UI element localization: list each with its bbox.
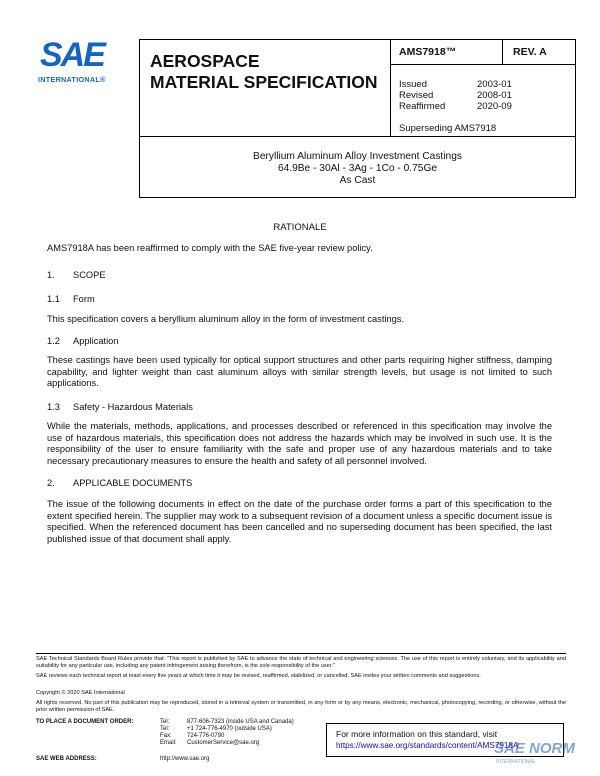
section-1-1-text: This specification covers a beryllium aluminum alloy in the form of investment castings. bbox=[47, 314, 405, 324]
contact-fax-label: Fax: bbox=[160, 733, 172, 739]
footer-review-text: SAE reviews each technical report at least every five years at which time it may be revised, reaffirmed, stabilized, or cancelled. SAE invites your written comments and suggestions. bbox=[36, 673, 481, 679]
footer-copyright: Copyright © 2020 SAE International bbox=[36, 690, 125, 696]
contact-fax: 724-776-0790 bbox=[187, 733, 225, 739]
doc-number-box bbox=[390, 39, 503, 65]
section-1-3-heading: 1.3 Safety - Hazardous Materials bbox=[47, 402, 193, 412]
subject-line-3: As Cast bbox=[339, 175, 376, 186]
contact-email: CustomerService@sae.org bbox=[187, 740, 260, 746]
doc-number: AMS7918™ bbox=[399, 46, 457, 58]
spec-title: AEROSPACE MATERIAL SPECIFICATION bbox=[150, 51, 378, 92]
sae-logo bbox=[38, 36, 130, 96]
footer-divider bbox=[36, 653, 566, 654]
footer-rules-text: SAE Technical Standards Board Rules provide that: "This report is published by SAE to advance the state of technical and engineering sciences. The use of this report is entirely voluntary, and its applicability and suitability for any particular use, including any patent infringement arising therefrom, is the sole responsibility of the user." bbox=[36, 656, 566, 669]
contact-tel-2-label: Tel: bbox=[160, 726, 170, 732]
subject-box bbox=[139, 136, 576, 198]
revision-box bbox=[502, 39, 576, 65]
rationale-text: AMS7918A has been reaffirmed to comply with the SAE five-year review policy. bbox=[47, 243, 373, 253]
order-label: TO PLACE A DOCUMENT ORDER: bbox=[36, 719, 134, 725]
superseding-note: Superseding AMS7918 bbox=[399, 123, 497, 134]
revision: REV. A bbox=[513, 46, 547, 58]
web-label: SAE WEB ADDRESS: bbox=[36, 756, 97, 762]
subject-line-2: 64.9Be - 30Al - 3Ag - 1Co - 0.75Ge bbox=[277, 163, 438, 174]
logo-mark: SAE bbox=[40, 36, 104, 74]
section-1-3-text: While the materials, methods, applications, and processes described or referenced in this specification may involve the use of hazardous materials, this specification does not address the hazards which may be involved in such use. It is the responsibility of the user to ensure familiarity with the safe and proper use of any hazardous materials and to take necessary precautionary measures to ensure the health and safety of all personnel involved. bbox=[47, 421, 552, 466]
section-1-2-text: These castings have been used typically for optical support structures and other parts requiring higher stiffness, damping capability, and lighter weight than cast aluminum alloys with similar strength levels, but usage is not limited to such applications. bbox=[47, 355, 552, 389]
section-1-heading: 1. SCOPE bbox=[47, 270, 106, 280]
section-1-2-heading: 1.2 Application bbox=[47, 336, 119, 346]
watermark-logo: SAE NORM INTERNATIONAL bbox=[494, 740, 575, 765]
section-1-1-heading: 1.1 Form bbox=[47, 294, 95, 304]
contact-tel-1-label: Tel: bbox=[160, 719, 170, 725]
spec-title-box bbox=[139, 39, 391, 137]
section-2-heading: 2. APPLICABLE DOCUMENTS bbox=[47, 478, 193, 488]
contact-tel-2: +1 724-776-4970 (outside USA) bbox=[187, 726, 272, 732]
dates-box: Issued 2003-01 Revised 2008-01 Reaffirmed 2020-09 Superseding AMS7918 bbox=[390, 64, 576, 137]
logo-subtitle: INTERNATIONAL® bbox=[38, 75, 106, 84]
subject-line-1: Beryllium Aluminum Alloy Investment Castings bbox=[253, 151, 462, 162]
standard-link[interactable]: https://www.sae.org/standards/content/AMS7918A bbox=[336, 741, 519, 750]
info-text: For more information on this standard, visit bbox=[336, 729, 498, 739]
rationale-heading: RATIONALE bbox=[273, 222, 327, 233]
section-2-text: The issue of the following documents in effect on the date of the purchase order forms a part of this specification to the extent specified herein. The supplier may work to a subsequent revision of a document unless a specific document issue is specified. When the referenced document has been cancelled and no superseding document has been specified, the last published issue of that document shall apply. bbox=[47, 499, 552, 544]
contact-tel-1: 877-606-7323 (inside USA and Canada) bbox=[187, 719, 294, 725]
contact-email-label: Email: bbox=[160, 740, 177, 746]
web-address[interactable]: http://www.sae.org bbox=[160, 756, 210, 762]
footer-rights-text: All rights reserved. No part of this publication may be reproduced, stored in a retrieval system or transmitted, in any form or by any means, electronic, mechanical, photocopying, recording, or otherwise, without the prior written permission of SAE. bbox=[36, 700, 566, 713]
